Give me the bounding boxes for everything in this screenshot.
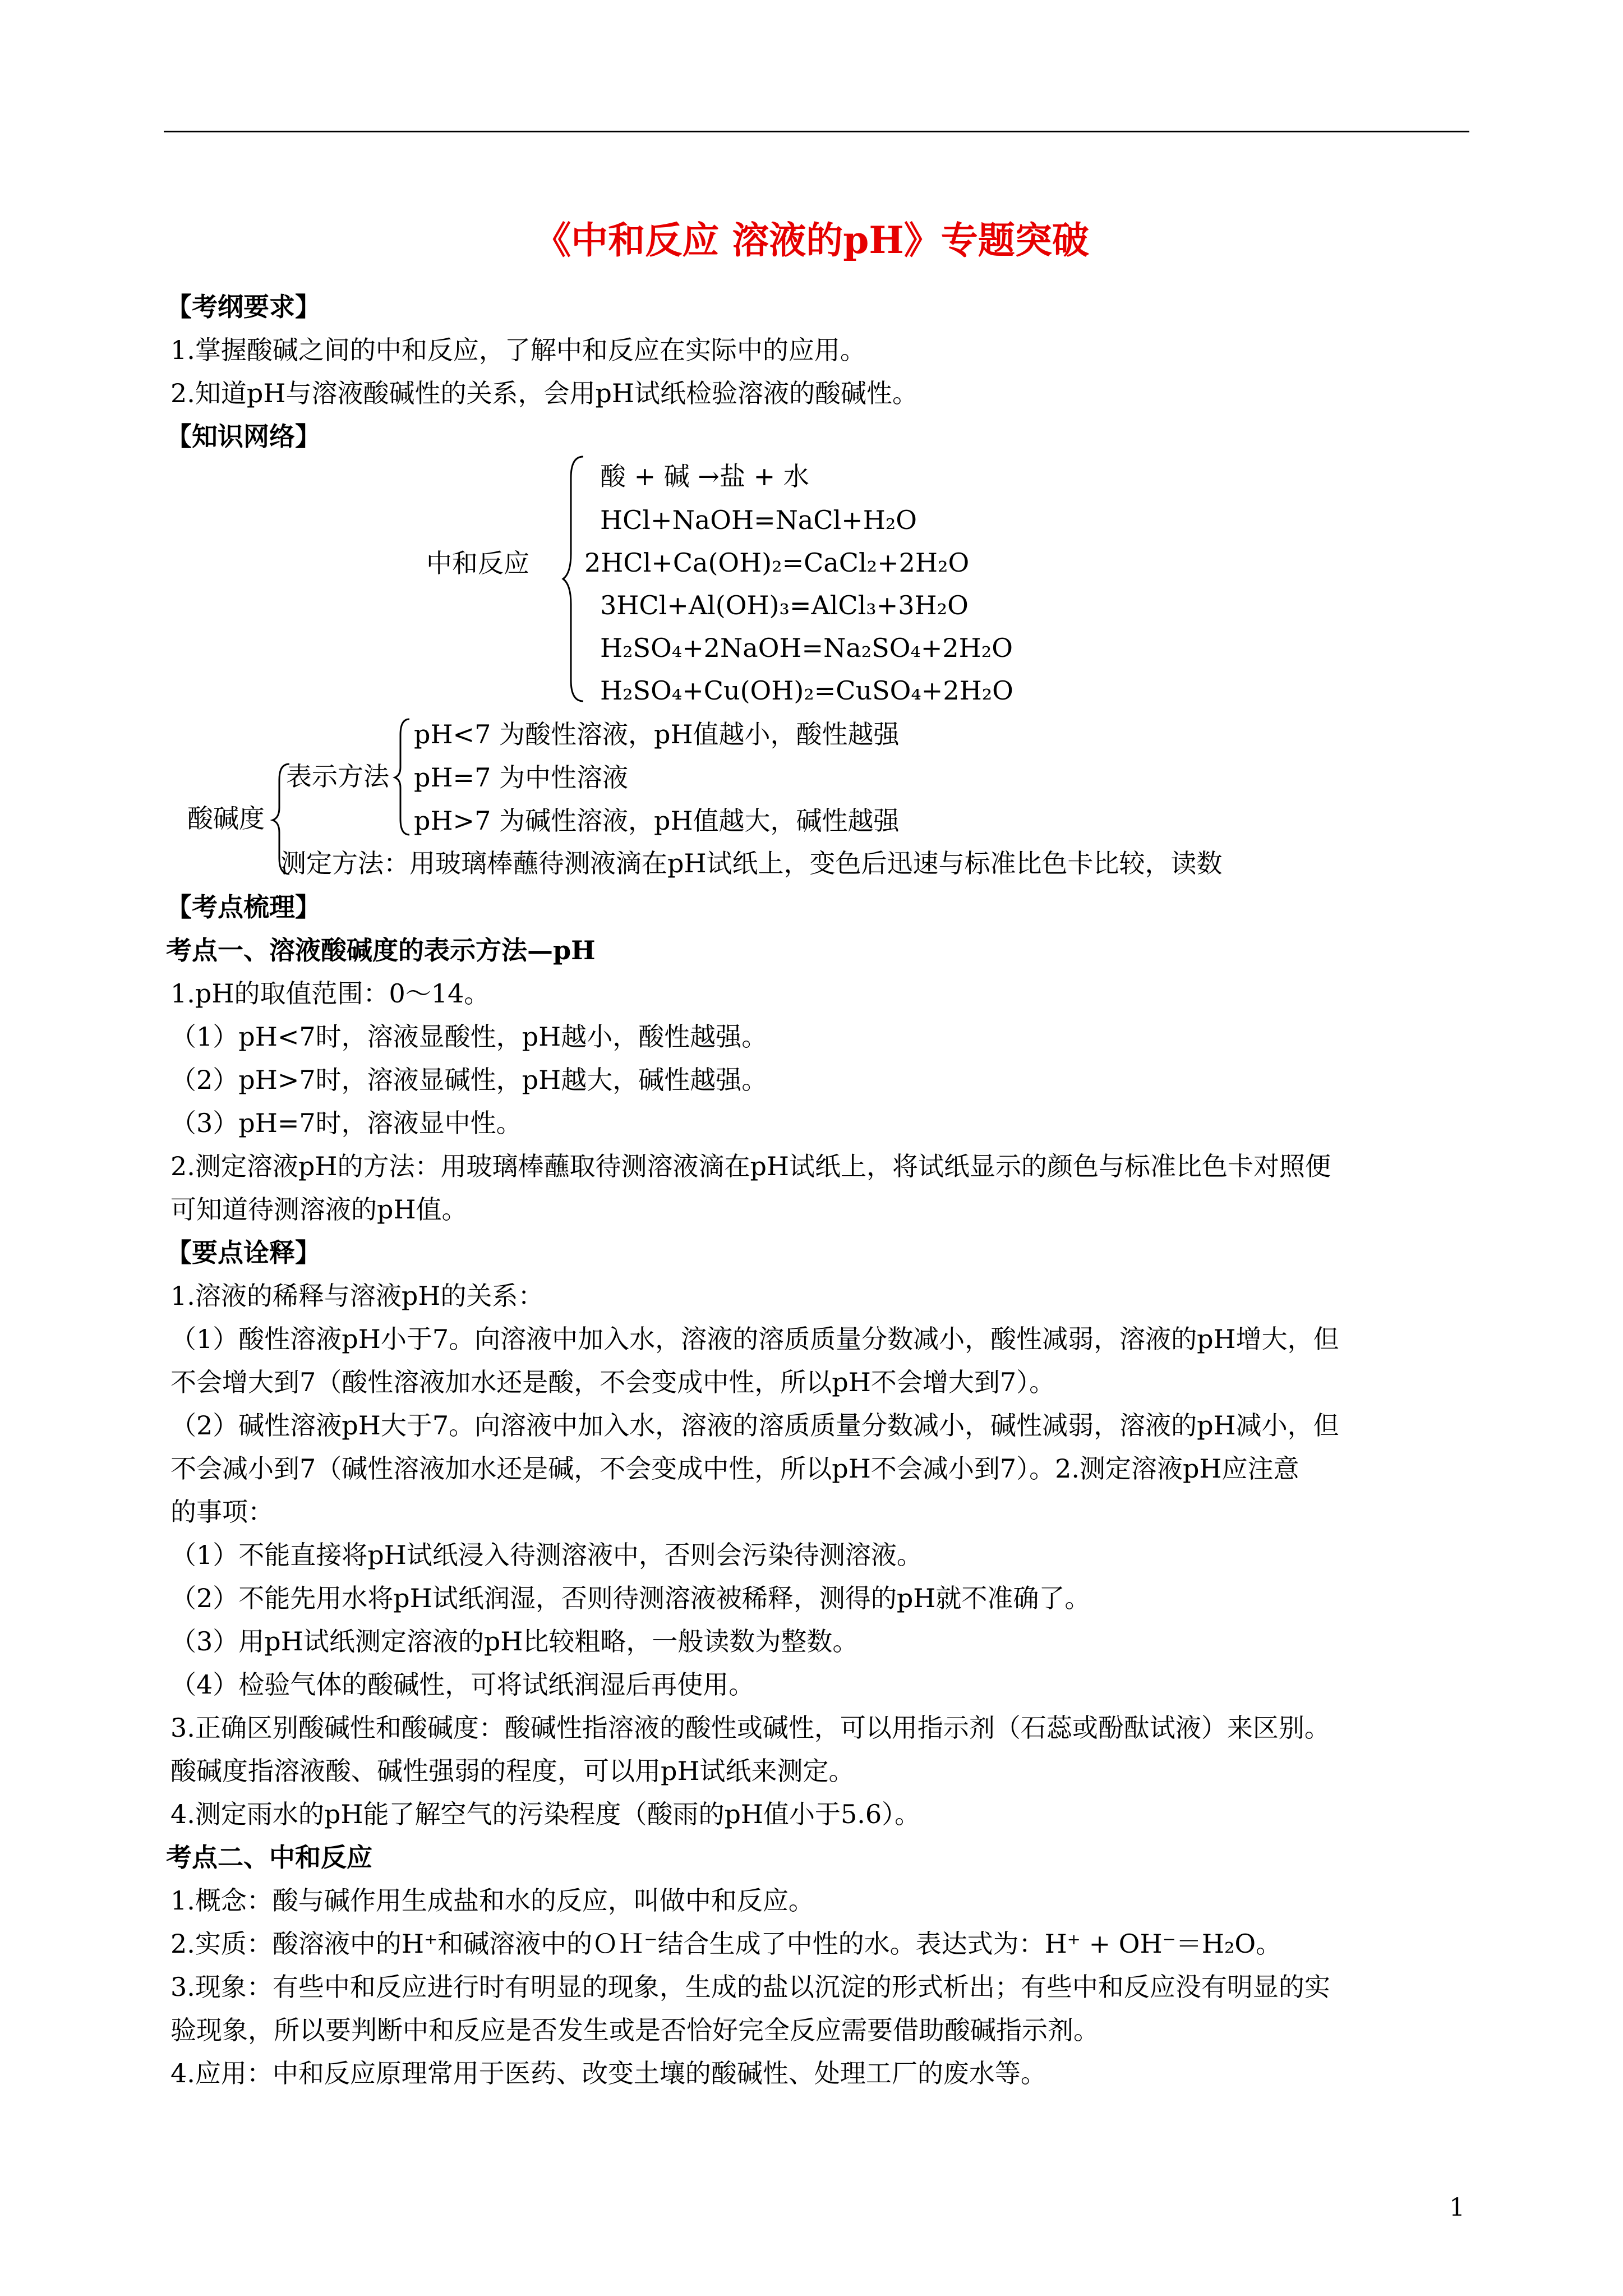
- kd1-heading: 考点一、溶液酸碱度的表示方法—pH: [166, 935, 596, 965]
- section-zdsl: 【考点梳理】: [166, 892, 321, 922]
- biaoshi-item-3: pH>7 为碱性溶液，pH值越大，碱性越强: [414, 806, 900, 836]
- yaodian-line: 酸碱度指溶液酸、碱性强弱的程度，可以用pH试纸来测定。: [170, 1756, 855, 1786]
- section-zswl: 【知识网络】: [166, 421, 321, 452]
- suanjiandu-label: 酸碱度: [187, 803, 265, 834]
- zhonghe-item-5: H₂SO₄+2NaOH=Na₂SO₄+2H₂O: [600, 633, 1013, 663]
- yaodian-line: 的事项：: [170, 1497, 274, 1527]
- kd2-line: 1.概念：酸与碱作用生成盐和水的反应，叫做中和反应。: [170, 1885, 814, 1916]
- zhonghe-item-4: 3HCl+Al(OH)₃=AlCl₃+3H₂O: [600, 590, 969, 620]
- ceding-method: 测定方法：用玻璃棒蘸待测液滴在pH试纸上，变色后迅速与标准比色卡比较，读数: [280, 848, 1223, 878]
- yaodian-line: 不会减小到7（碱性溶液加水还是碱，不会变成中性，所以pH不会减小到7）。2.测定溶液pH应注意: [170, 1453, 1299, 1484]
- yaodian-line: （1）不能直接将pH试纸浸入待测溶液中，否则会污染待测溶液。: [170, 1540, 923, 1570]
- kgyq-line-2: 2.知道pH与溶液酸碱性的关系，会用pH试纸检验溶液的酸碱性。: [170, 378, 919, 408]
- header-rule: [164, 131, 1469, 132]
- biaoshi-item-2: pH=7 为中性溶液: [414, 762, 628, 793]
- biaoshi-brace: [393, 718, 415, 836]
- zhonghe-item-6: H₂SO₄+Cu(OH)₂=CuSO₄+2H₂O: [600, 675, 1013, 706]
- kd2-line: 验现象，所以要判断中和反应是否发生或是否恰好完全反应需要借助酸碱指示剂。: [170, 2015, 1099, 2045]
- yaodian-line: （2）碱性溶液pH大于7。向溶液中加入水，溶液的溶质质量分数减小，碱性减弱，溶液的pH减小，但: [170, 1410, 1339, 1441]
- yaodian-line: （3）用pH试纸测定溶液的pH比较粗略，一般读数为整数。: [170, 1626, 859, 1657]
- kd1-line: 1.pH的取值范围：0～14。: [170, 978, 490, 1009]
- page-number: 1: [1449, 2193, 1465, 2222]
- zhonghe-item-3: 2HCl+Ca(OH)₂=CaCl₂+2H₂O: [584, 547, 970, 578]
- yaodian-line: （4）检验气体的酸碱性，可将试纸润湿后再使用。: [170, 1669, 755, 1700]
- zhonghe-item-2: HCl+NaOH=NaCl+H₂O: [600, 505, 917, 535]
- kd2-line: 3.现象：有些中和反应进行时有明显的现象，生成的盐以沉淀的形式析出；有些中和反应没有明显的实: [170, 1972, 1330, 2002]
- page-title: 《中和反应 溶液的pH》专题突破: [534, 218, 1089, 262]
- yaodian-line: （1）酸性溶液pH小于7。向溶液中加入水，溶液的溶质质量分数减小，酸性减弱，溶液的pH增大，但: [170, 1324, 1339, 1354]
- kd2-line: 2.实质：酸溶液中的H⁺和碱溶液中的ＯＨ⁻结合生成了中性的水。表达式为：H⁺ + OH⁻＝H₂O。: [170, 1929, 1282, 1959]
- kd2-line: 4.应用：中和反应原理常用于医药、改变土壤的酸碱性、处理工厂的废水等。: [170, 2058, 1046, 2088]
- yaodian-line: 1.溶液的稀释与溶液pH的关系：: [170, 1281, 544, 1311]
- kd2-heading: 考点二、中和反应: [166, 1842, 372, 1872]
- zhonghe-item-1: 酸 + 碱 →盐 + 水: [600, 461, 809, 491]
- kd1-line: 可知道待测溶液的pH值。: [170, 1194, 468, 1225]
- biaoshi-item-1: pH<7 为酸性溶液，pH值越小，酸性越强: [414, 719, 900, 749]
- kd1-line: 2.测定溶液pH的方法：用玻璃棒蘸取待测溶液滴在pH试纸上，将试纸显示的颜色与标准比色卡对照便: [170, 1151, 1331, 1181]
- kgyq-line-1: 1.掌握酸碱之间的中和反应，了解中和反应在实际中的应用。: [170, 335, 866, 365]
- kd1-line: （1）pH<7时，溶液显酸性，pH越小，酸性越强。: [170, 1022, 768, 1052]
- yaodian-line: 3.正确区别酸碱性和酸碱度：酸碱性指溶液的酸性或碱性，可以用指示剂（石蕊或酚酞试液）来区别。: [170, 1713, 1330, 1743]
- kd1-line: （3）pH=7时，溶液显中性。: [170, 1108, 522, 1138]
- zhonghe-label: 中和反应: [426, 548, 529, 578]
- biaoshi-label: 表示方法: [286, 761, 389, 792]
- yaodian-line: （2）不能先用水将pH试纸润湿，否则待测溶液被稀释，测得的pH就不准确了。: [170, 1583, 1091, 1613]
- kd1-line: （2）pH>7时，溶液显碱性，pH越大，碱性越强。: [170, 1065, 768, 1095]
- yaodian-line: 4.测定雨水的pH能了解空气的污染程度（酸雨的pH值小于5.6）。: [170, 1799, 921, 1829]
- yaodian-line: 不会增大到7（酸性溶液加水还是酸，不会变成中性，所以pH不会增大到7）。: [170, 1367, 1055, 1397]
- section-kgyq: 【考纲要求】: [166, 292, 321, 322]
- section-yaodian: 【要点诠释】: [166, 1237, 321, 1268]
